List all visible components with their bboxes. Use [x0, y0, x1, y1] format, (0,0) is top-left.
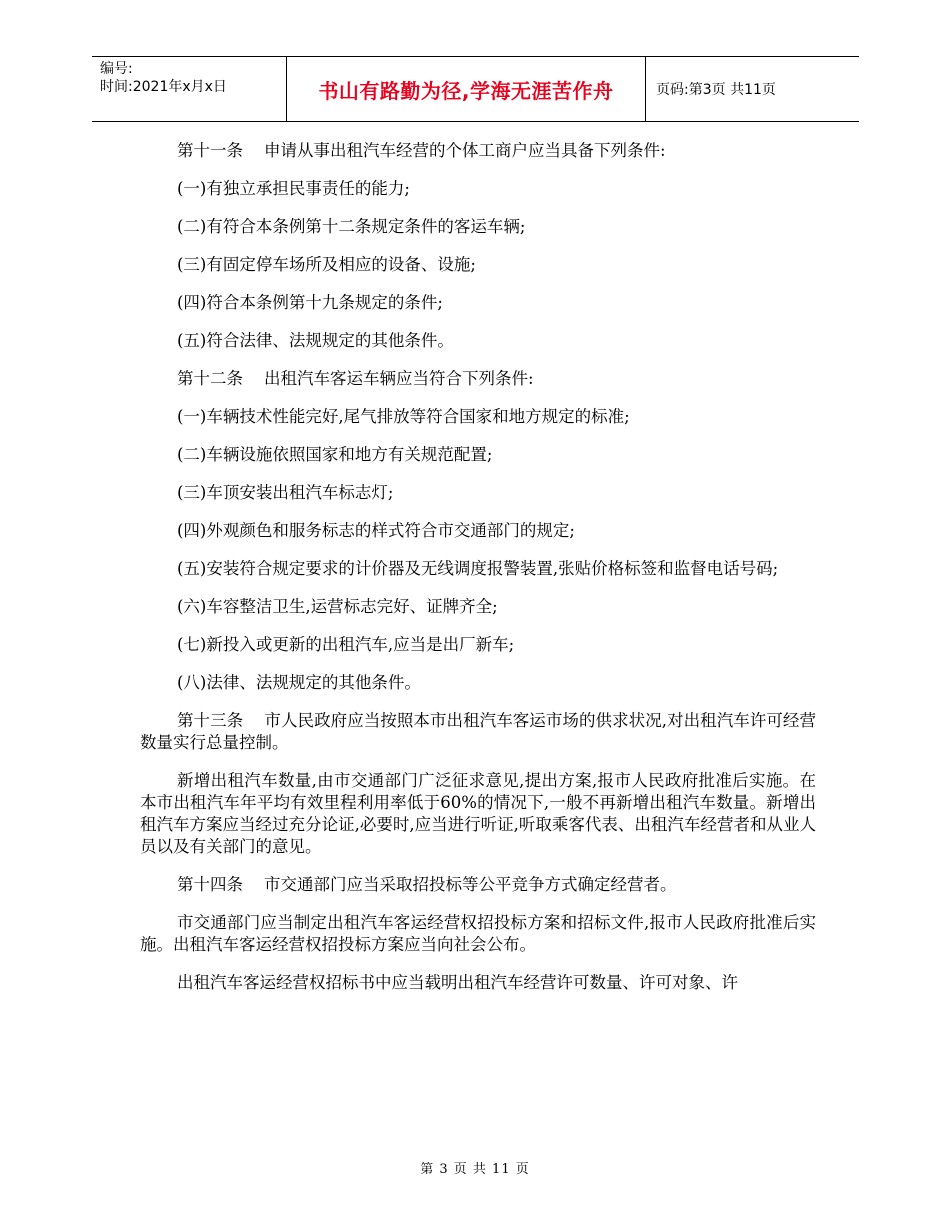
paragraph: (二)车辆设施依照国家和地方有关规范配置; [177, 445, 493, 464]
paragraph: (六)车容整洁卫生,运营标志完好、证牌齐全; [177, 597, 498, 616]
doc-time-label: 时间:2021年x月x日 [100, 79, 227, 95]
paragraph: (七)新投入或更新的出租汽车,应当是出厂新车; [177, 635, 515, 654]
header-meta [92, 57, 286, 121]
paragraph: (五)符合法律、法规规定的其他条件。 [177, 331, 454, 350]
paragraph: (五)安装符合规定要求的计价器及无线调度报警装置,张贴价格标签和监督电话号码; [177, 559, 779, 578]
header-page-info: 页码:第3页 共11页 [656, 82, 776, 98]
page-footer: 第 3 页 共 11 页 [420, 1162, 530, 1177]
paragraph: (三)有固定停车场所及相应的设备、设施; [177, 255, 476, 274]
paragraph: 新增出租汽车数量,由市交通部门广泛征求意见,提出方案,报市人民政府批准后实施。在本市出租汽车年平均有效里程利用率低于60%的情况下,一般不再新增出租汽车数量。新增出租汽车方案应当经过充分论证,必要时,应当进行听证,听取乘客代表、出租汽车经营者和从业人员以及有关部门的意见。 [140, 771, 816, 856]
paragraph: (一)有独立承担民事责任的能力; [177, 179, 410, 198]
paragraph: (四)外观颜色和服务标志的样式符合市交通部门的规定; [177, 521, 575, 540]
paragraph: 第十四条 市交通部门应当采取招投标等公平竞争方式确定经营者。 [177, 875, 677, 894]
paragraph: 第十一条 申请从事出租汽车经营的个体工商户应当具备下列条件: [177, 141, 666, 160]
paragraph: 第十三条 市人民政府应当按照本市出租汽车客运市场的供求状况,对出租汽车许可经营数量实行总量控制。 [140, 711, 816, 752]
paragraph: 市交通部门应当制定出租汽车客运经营权招投标方案和招标文件,报市人民政府批准后实施。出租汽车客运经营权招投标方案应当向社会公布。 [140, 913, 816, 954]
paragraph: (三)车顶安装出租汽车标志灯; [177, 483, 394, 502]
paragraph: (二)有符合本条例第十二条规定条件的客运车辆; [177, 217, 526, 236]
paragraph: 第十二条 出租汽车客运车辆应当符合下列条件: [177, 369, 534, 388]
paragraph: (四)符合本条例第十九条规定的条件; [177, 293, 443, 312]
doc-code-label: 编号: [100, 61, 133, 77]
page-header [92, 56, 859, 122]
document-body [140, 140, 816, 1010]
paragraph: (一)车辆技术性能完好,尾气排放等符合国家和地方规定的标准; [177, 407, 630, 426]
paragraph: 出租汽车客运经营权招标书中应当载明出租汽车经营许可数量、许可对象、许 [177, 973, 738, 992]
paragraph: (八)法律、法规规定的其他条件。 [177, 673, 421, 692]
header-motto: 书山有路勤为径,学海无涯苦作舟 [286, 57, 646, 121]
